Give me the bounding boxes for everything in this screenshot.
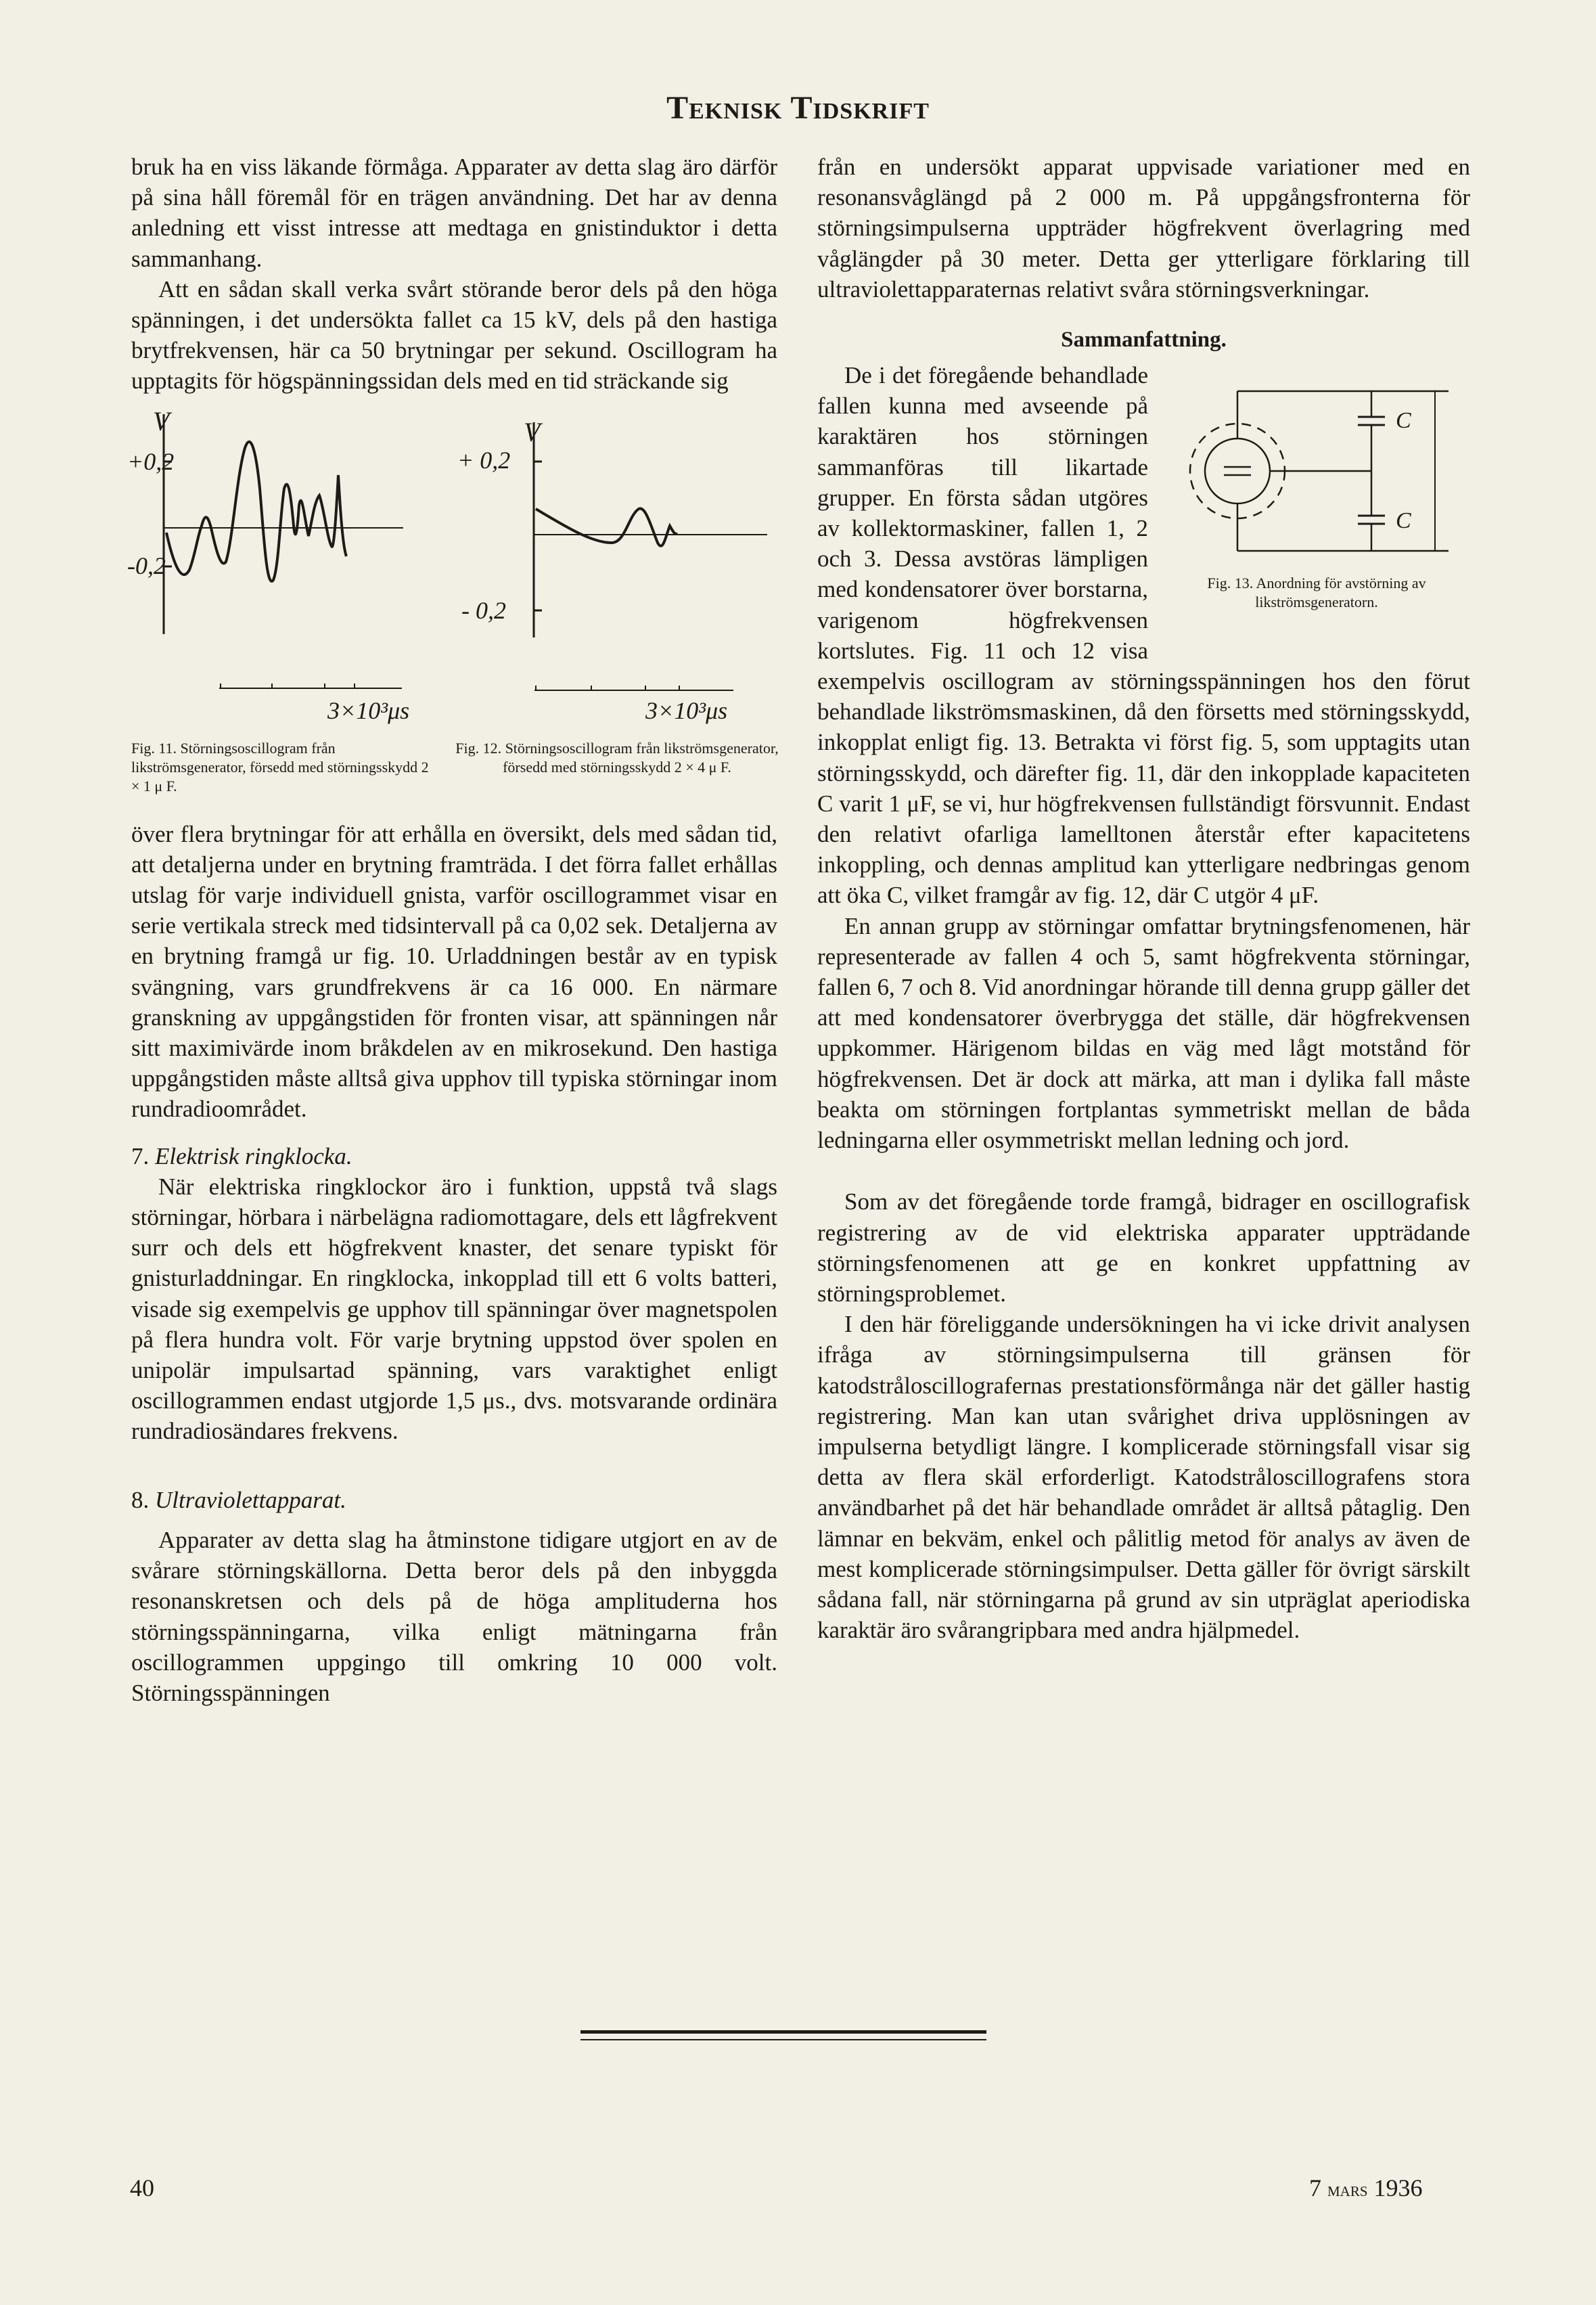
fig11-xlabel: 3×10³μs <box>327 696 410 724</box>
issue-date-month: mars <box>1327 2178 1368 2201</box>
issue-date-day: 7 <box>1309 2174 1321 2201</box>
section-8-title: Ultraviolettapparat. <box>155 1486 346 1513</box>
end-rule-thin <box>580 2039 986 2040</box>
issue-date <box>1309 2174 1423 2202</box>
left-paragraph-4: När elektriska ringklockor äro i funktion, uppstå två slags störningar, hörbara i närbelägna radiomottagare, dels ett lågfrekvent surr och dels ett högfrekvent knaster, det senare typiskt för gnisturladdningar. En ringklocka, inkopplad till ett 6 volts batteri, visade sig exempelvis ge upphov till spänningar över magnetspolen på flera hundra volt. För varje brytning uppstod över spolen en unipolär impulsartad spänning, vars varaktighet enligt oscillogrammen endast utgjorde 1,5 μs., dvs. motsvarande ordinära rundradiosändares frekvens. <box>131 1173 777 1445</box>
fig13-box <box>1158 371 1476 648</box>
end-rule-thick <box>580 2030 986 2034</box>
fig11-top-tick-label: +0,2 <box>127 447 175 475</box>
fig12-caption: Fig. 12. Störningsoscillogram från likströmsgenerator, försedd med störningsskydd 2 × 4 μ F. <box>455 739 779 776</box>
fig11-ylabel: V <box>153 405 170 437</box>
fig12-oscillogram <box>534 422 767 690</box>
fig13-armature <box>1205 439 1270 503</box>
fig12-bottom-tick-label: - 0,2 <box>461 596 506 624</box>
right-paragraph-5: I den här föreliggande undersökningen ha vi icke drivit analysen ifråga av störningsimpulserna till gränsen för katodstråloscillografernas prestationsförmånga när det gäller hastig registrering. Man kan utan svårighet driva upplösningen av impulserna betydligt längre. I komplicerade störningsfall visar sig detta av flera skäl erforderligt. Katodstråloscillografens stora användbarhet på det här behandlade området är alltså påtaglig. Den lämnar en bekväm, enkel och pålitlig metod för analys av även de mest komplicerade störningsimpulser. Detta gäller för övrigt särskilt sådana fall, när störningarna på grund av sin utpräglat aperiodiska karaktär äro svårangripbara med andra hjälpmedel. <box>817 1311 1470 1644</box>
fig13-circuit-diagram <box>1158 371 1476 574</box>
page-number: 40 <box>130 2174 154 2201</box>
fig12-top-tick-label: + 0,2 <box>457 446 511 474</box>
fig13-capacitor-2-label: C <box>1396 508 1411 534</box>
fig11-caption: Fig. 11. Störningsoscillogram från likströmsgenerator, försedd med störningsskydd 2 × 1 μ F. <box>131 739 429 795</box>
right-paragraph-3: En annan grupp av störningar omfattar brytningsfenomenen, här representerade av fallen 4 och 5, samt högfrekventa störningar, fallen 6, 7 och 8. Vid anordningar hörande till denna grupp gäller det att med kondensatorer överbrygga det ställe, där högfrekvensen uppkommer. Härigenom bildas en väg med lågt motstånd för högfrekvensen. Det är dock att märka, att man i dylika fall måste beakta om störningen fortplantas symmetriskt mellan de båda ledningarna eller osymmetriskt mellan ledning och jord. <box>817 912 1470 1154</box>
section-7-number: 7. <box>131 1142 150 1169</box>
fig12-xlabel: 3×10³μs <box>645 696 728 724</box>
section-7-heading <box>131 1141 777 1171</box>
left-column <box>127 152 779 1708</box>
left-paragraph-5: Apparater av detta slag ha åtminstone tidigare utgjort en av de svårare störningskällorna. Detta beror dels på den inbyggda resonanskretsen och dels på de höga amplituderna hos störningsspänningarna, vilka enligt mätningarna från oscillogrammen uppgingo till omkring 10 000 volt. Störningsspänningen <box>131 1526 777 1706</box>
section-8-number: 8. <box>131 1486 150 1513</box>
issue-date-year: 1936 <box>1373 2174 1423 2201</box>
fig13-capacitor-1-label: C <box>1396 408 1411 434</box>
journal-header: Teknisk Tidskrift <box>666 90 930 126</box>
left-paragraph-2: Att en sådan skall verka svårt störande beror dels på den höga spänningen, i det undersökta fallet ca 15 kV, dels på den hastiga brytfrekvensen, här ca 50 brytningar per sekund. Oscillogram ha upptagits för högspänningssidan dels med en tid sträckande sig <box>131 275 777 395</box>
section-7-title: Elektrisk ringklocka. <box>155 1142 352 1169</box>
right-paragraph-4: Som av det föregående torde framgå, bidrager en oscillografisk registrering av de vid elektriska apparater uppträdande störningsfenomenen att ge en konkret uppfattning av störningsproblemet. <box>817 1188 1470 1307</box>
fig11-oscillogram <box>164 414 403 688</box>
fig11-trace <box>166 441 346 581</box>
left-paragraph-1: bruk ha en viss läkande förmåga. Apparater av detta slag äro därför på sina håll föremål för en trägen användning. Det har av denna anledning ett visst intresse att medtaga en gnistinduktor i detta sammanhang. <box>131 154 777 272</box>
right-column <box>817 152 1470 1645</box>
right-paragraph-2: De i det föregående behandlade fallen kunna med avseende på karaktären hos störningen sammanföras till likartade grupper. En första sådan utgöres av kollektormaskiner, fallen 1, 2 och 3. Dessa avstöras lämpligen med kondensatorer över borstarna, varigenom högfrekvensen kortslutes. Fig. 11 och 12 visa exempelvis oscillogram av störningsspänningen hos den förut behandlade likströmsmaskinen, då den försetts med störningsskydd, inkopplat enligt fig. 13. Betrakta vi först fig. 5, som upptagits utan störningsskydd, och därefter fig. 11, där den inkopplade kapaciteten C varit 1 μF, se vi, hur högfrekvensen fullständigt försvunnit. Endast den relativt ofarliga lamelltonen återstår efter kapacitetens inkoppling, och dennas amplitud kan ytterligare nedbringas genom att öka C, vilket framgår av fig. 12, där C utgör 4 μF. <box>817 362 1470 909</box>
section-8-heading <box>131 1485 777 1515</box>
fig12-trace <box>536 508 677 545</box>
summary-heading: Sammanfattning. <box>1061 328 1227 353</box>
fig13-caption: Fig. 13. Anordning för avstörning av likströmsgeneratorn. <box>1207 575 1426 611</box>
left-paragraph-3: över flera brytningar för att erhålla en översikt, dels med sådan tid, att detaljerna under en brytning framträda. I det förra fallet erhållas utslag för varje individuell gnista, varför oscillogrammet visar en serie vertikala streck med tidsintervall på ca 0,02 sek. Detaljerna av en brytning framgå ur fig. 10. Urladdningen består av en typisk svängning, vars grundfrekvens är ca 16 000. En närmare granskning av uppgångstiden för fronten visar, att spänningen når sitt maximivärde inom bråkdelen av en mikrosekund. Den hastiga uppgångstiden måste alltså giva upphov till typiska störningar inom rundradioområdet. <box>131 820 777 1123</box>
right-paragraph-1: från en undersökt apparat uppvisade variationer med en resonansvåglängd på 2 000 m. På uppgångsfronterna för störningsimpulserna uppträder högfrekvent överlagring med våglängder på 30 meter. Detta ger ytterligare förklaring till ultraviolettapparaternas relativt svåra störningsverkningar. <box>817 154 1470 303</box>
figures-11-12 <box>127 405 779 813</box>
fig11-bottom-tick-label: -0,2 <box>127 552 166 579</box>
fig12-ylabel: V <box>524 416 541 447</box>
